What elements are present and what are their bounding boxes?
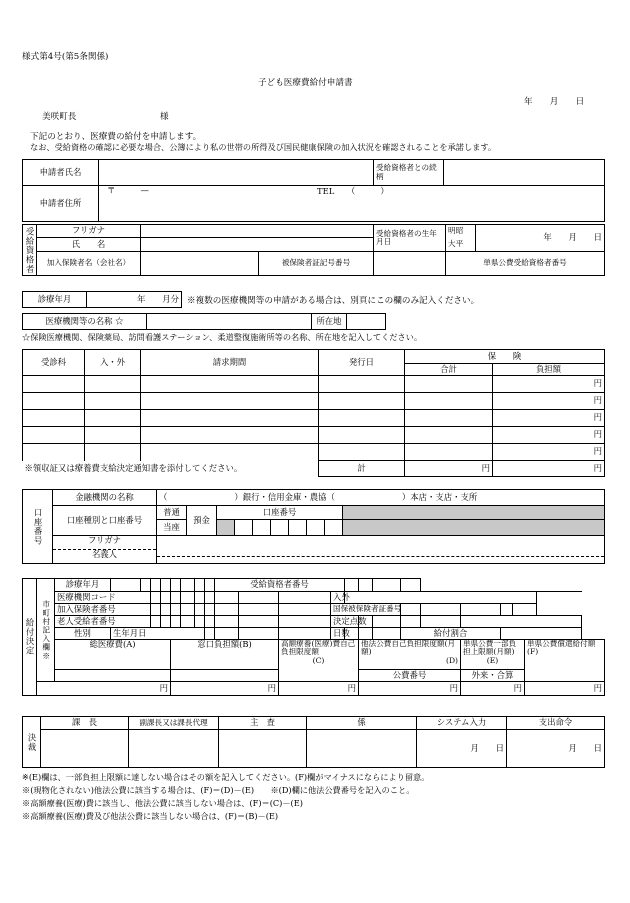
yokin-label: 預金 [187,506,217,536]
office-points-label: 決定点数 [331,616,359,628]
header-issue-date: 発行日 [319,350,405,376]
addressee-sama: 様 [160,112,169,122]
office-ratio-label: 給付割合 [401,628,501,640]
office-month-label: 診療年月 [55,579,111,592]
office-colD-text: 他法公費自己負担限度額(月額) [361,639,456,657]
institution-star-note: ☆保険医療機関、保険薬局、訪問看護ステーション、柔道整復施術所等の名称、所在地を記入してください。 [22,332,423,342]
header-period: 請求期間 [141,350,319,376]
office-colA-label: 総医療費(A) [55,640,171,670]
holder-name-label: 名義人 [91,549,118,559]
account-digit [217,520,235,536]
office-nhi-no-label: 国保被保険者証番号 [331,604,401,616]
claim-row[interactable] [23,444,605,461]
office-colD-yen: 円 [359,682,461,696]
header-copay: 負担額 [493,364,605,376]
date-line: 年 月 日 [524,97,585,107]
prefectural-number-label: 単県公費受給資格者番号 [446,252,605,276]
account-digit[interactable] [289,520,307,536]
total-yen: 円 [405,461,493,477]
account-digit[interactable] [271,520,289,536]
office-colD-label [359,640,461,670]
intro-line-2: なお、受給資格の確認に必要な場合、公簿により私の世帯の所得及び国民健康保険の加入状況を確認されることを承諾します。 [30,142,497,152]
furigana-label: フリガナ [37,225,141,238]
claims-table [22,349,605,477]
claim-row[interactable] [23,376,605,393]
applicant-table [22,159,605,222]
institution-label: 医療機関等の名称 ☆ [23,314,147,330]
system-input-date[interactable]: 月 日 [417,730,507,768]
office-inst-code-label: 医療機関コード [55,592,151,604]
postal-mark: 〒 — [107,185,149,195]
location-label: 所在地 [312,314,347,330]
office-colE-text: 単県公費一部負担上限額(月額) [463,639,517,657]
note-3: ※高額療養(医療)費に該当し、他法公費に該当しない場合は、(F)＝(C)－(E) [22,798,303,808]
approval-stamp[interactable] [307,730,417,768]
office-birth-label: 生年月日 [111,628,205,640]
bank-side-label: 口座番号 [23,490,53,564]
approval-stamp[interactable] [129,730,219,768]
office-colE-label [461,640,525,670]
office-colB-yen: 円 [171,682,279,696]
note-4: ※高額療養(医療)費及び他法公費に該当しない場合は、(F)＝(B)－(E) [22,811,279,821]
claim-yen: 円 [493,427,605,444]
account-number-label: 口座番号 [217,506,343,520]
bank-table [22,489,605,564]
office-colF-label: 単県公費償還給付額 (F) [525,640,605,682]
office-side-label: 給付決定 [23,579,37,696]
birth-date-field[interactable]: 年 月 日 [476,225,605,252]
account-digit[interactable] [235,520,253,536]
account-gray-area [343,506,605,520]
holder-label-cell [53,536,157,564]
futsu-option[interactable]: 普通 [157,506,187,520]
total-label: 計 [319,461,405,477]
office-table [22,578,605,696]
birth-label: 受給資格者の生年月日 [374,225,446,252]
office-insurer-no-label: 加入保険者番号 [55,604,151,616]
office-elderly-no-label: 老人受給者番号 [55,616,151,628]
institution-field[interactable] [147,314,312,330]
claim-row[interactable] [23,393,605,410]
office-municipal-label: 市町村記入欄※ [37,579,55,682]
office-days-label: 日数 [331,628,345,640]
holder-furigana-label: フリガナ [53,536,156,550]
payment-order-date[interactable]: 月 日 [507,730,605,768]
office-colA-yen: 円 [37,682,171,696]
bank-name-field[interactable]: （ ）銀行・信用金庫・農協（ ）本店・支店・支所 [157,490,605,506]
approval-col-0: 課 長 [41,717,129,730]
applicant-name-field[interactable] [99,160,374,186]
header-insurance: 保 険 [405,350,605,364]
approval-side-label: 決裁 [23,717,41,768]
insured-number-label: 被保険者証記号番号 [259,252,374,276]
intro-line-1: 下記のとおり、医療費の給付を申請します。 [30,132,202,142]
approval-col-2: 主 査 [219,717,307,730]
tel-label: TEL （ ） [317,186,389,196]
insurer-name-label: 加入保険者名（会社名） [37,252,141,276]
office-colC-text: 高額療養(医療)費自己負担限度額 [281,639,356,657]
claim-yen: 円 [493,376,605,393]
approval-stamp[interactable] [219,730,307,768]
furigana-field[interactable] [141,225,374,238]
approval-stamp[interactable] [41,730,129,768]
multiple-institution-note: ※複数の医療機関等の申請がある場合は、別頁にこの欄のみ記入ください。 [187,296,480,306]
relation-field[interactable] [444,160,605,186]
claim-yen: 円 [493,393,605,410]
approval-col-3: 係 [307,717,417,730]
claim-row[interactable] [23,410,605,427]
office-sex-label: 性別 [55,628,111,640]
form-number: 様式第4号(第5条関係) [22,52,109,62]
account-gray-area [343,520,605,536]
applicant-address-label: 申請者住所 [23,186,99,222]
name-field[interactable] [141,238,374,252]
office-gairai-label: 外来・合算 [461,670,525,682]
note-1: ※(E)欄は、一部負担上限額に達しない場合はその額を記入してください。(F)欄がマイナスにならにより留意。 [22,772,430,782]
note-2: ※(現物化されない)他法公費に該当する場合は、(F)＝(D)－(E) ※(D)欄に他法公費番号を記入のこと。 [22,785,415,795]
claim-yen: 円 [493,410,605,427]
office-recipient-no-label: 受給資格者番号 [215,579,345,592]
touza-option[interactable]: 当座 [157,520,187,536]
account-digit[interactable] [325,520,343,536]
recipient-table [22,224,605,276]
claim-yen: 円 [493,444,605,461]
form-title: 子ども医療費給付申請書 [258,78,353,88]
era-1: 明昭 [446,225,476,238]
header-department: 受診科 [23,350,85,376]
approval-table [22,716,605,768]
institution-table [22,313,386,330]
copay-total-yen: 円 [493,461,605,477]
addressee: 美咲町長 [42,112,77,122]
account-type-label: 口座種別と口座番号 [53,506,157,536]
office-colF-yen: 円 [525,682,605,696]
insurer-name-field[interactable] [141,252,259,276]
office-colC-yen: 円 [279,682,359,696]
office-inout-label: 入外 [331,592,345,604]
applicant-name-label: 申請者氏名 [23,160,99,186]
treatment-month-table [22,291,182,308]
claim-row[interactable] [23,427,605,444]
holder-field[interactable] [157,536,605,564]
receipt-note: ※領収証又は療養費支給決定通知書を添付してください。 [24,462,243,473]
office-colC-label [279,640,359,682]
era-2: 大平 [446,238,476,252]
bank-name-label: 金融機関の名称 [53,490,157,506]
treatment-month-label: 診療年月 [23,292,87,308]
relation-label: 受給資格者との続柄 [374,160,444,186]
treatment-month-field[interactable]: 年 月分 [87,292,182,308]
account-digit[interactable] [253,520,271,536]
account-digit[interactable] [307,520,325,536]
approval-col-1: 副課長又は課長代理 [129,717,219,730]
office-colD-mark: (D) [445,655,458,665]
location-field[interactable] [347,314,386,330]
header-total: 合計 [405,364,493,376]
header-inout: 入・外 [85,350,141,376]
office-kohi-label: 公費番号 [359,670,461,682]
approval-col-5: 支出命令 [507,717,605,730]
approval-col-4: システム入力 [417,717,507,730]
office-colE-mark: (E) [486,655,499,665]
recipient-side-label: 受給資格者 [23,225,37,276]
office-colC-mark: (C) [312,655,325,665]
office-colE-yen: 円 [461,682,525,696]
insured-number-field[interactable] [374,252,446,276]
office-colB-label: 窓口負担額(B) [171,640,279,670]
applicant-address-field[interactable] [99,186,605,222]
name-label: 氏 名 [37,238,141,252]
